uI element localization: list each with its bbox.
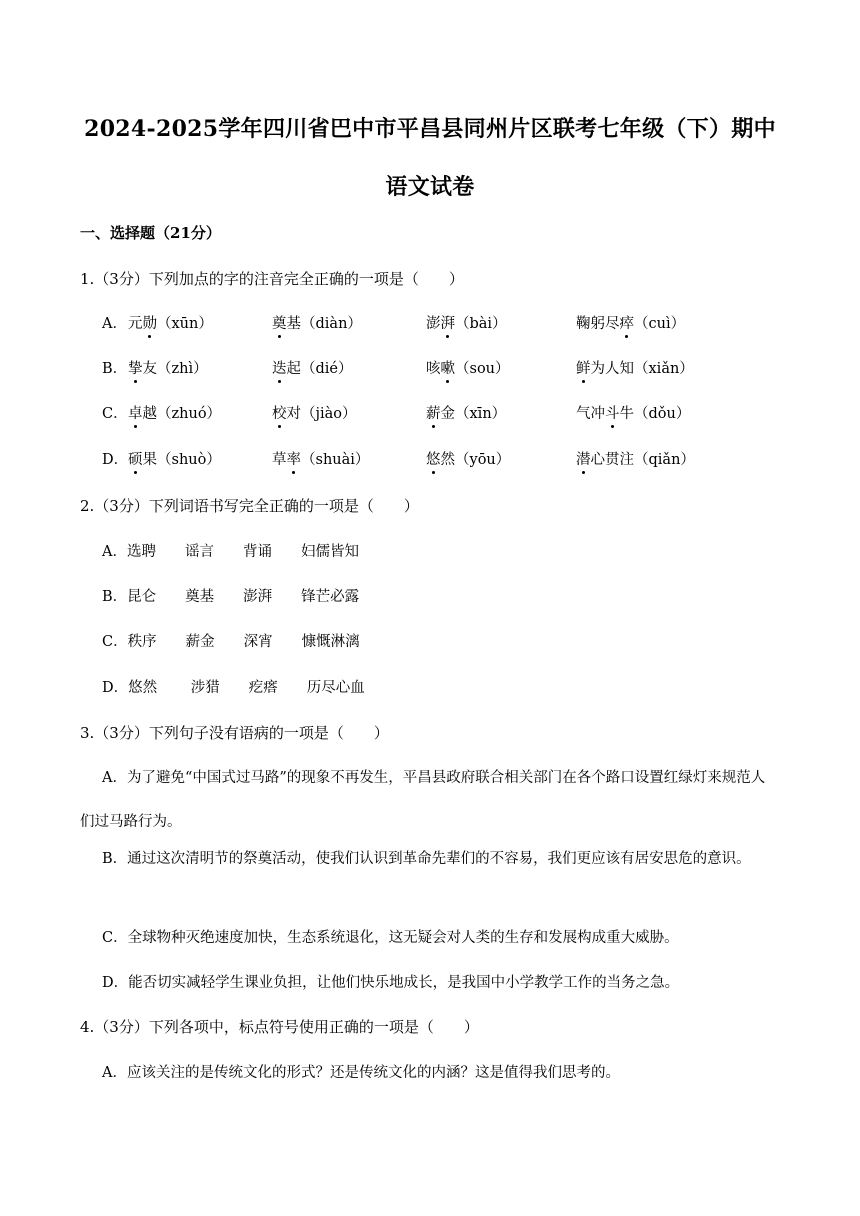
emphasized-char: 卓 xyxy=(128,402,143,423)
question-3-option-b: B．通过这次清明节的祭奠活动，使我们认识到革命先辈们的不容易，我们更应该有居安思危的意识。 xyxy=(102,851,751,867)
question-4-stem: 4.（3分）下列各项中，标点符号使用正确的一项是（ ） xyxy=(80,1018,479,1036)
choice-text: 金 xyxy=(440,406,455,422)
question-2-option-d: D．悠然 涉猎 疙瘩 历尽心血 xyxy=(102,680,365,696)
choice-text: （xīn） xyxy=(455,406,507,422)
question-4-option-a: A．应该关注的是传统文化的形式？还是传统文化的内涵？这是值得我们思考的。 xyxy=(102,1065,620,1081)
emphasized-char: 率 xyxy=(287,448,302,469)
choice-text: 起 xyxy=(286,361,301,377)
choice-text: 鞠躬尽 xyxy=(576,316,620,332)
choice-text: 气冲 xyxy=(576,406,605,422)
question-1-choice xyxy=(272,448,369,469)
choice-text: （cuì） xyxy=(634,316,686,332)
emphasized-char: 薪 xyxy=(426,402,441,423)
choice-text: （shuò） xyxy=(157,452,221,468)
emphasized-char: 硕 xyxy=(128,448,143,469)
emphasized-char: 斗 xyxy=(605,402,620,423)
question-1-choice xyxy=(426,357,510,378)
question-2-option-a: A．选聘 谣言 背诵 妇儒皆知 xyxy=(102,544,359,560)
choice-text: 为人知 xyxy=(590,361,634,377)
question-1-choice xyxy=(128,448,221,469)
emphasized-char: 挚 xyxy=(128,357,143,378)
choice-text: （sou） xyxy=(455,361,510,377)
question-1-choice xyxy=(576,357,694,378)
question-1-choice xyxy=(576,312,685,333)
question-1-choice xyxy=(426,402,506,423)
choice-text: （dǒu） xyxy=(634,406,691,422)
choice-text: 心贯注 xyxy=(590,452,634,468)
choice-text: （bài） xyxy=(455,316,507,332)
choice-text: 澎 xyxy=(426,316,441,332)
choice-text: 牛 xyxy=(619,406,634,422)
question-3-option-c: C．全球物种灭绝速度加快，生态系统退化，这无疑会对人类的生存和发展构成重大威胁。 xyxy=(102,930,679,946)
question-2-stem: 2.（3分）下列词语书写完全正确的一项是（ ） xyxy=(80,497,419,515)
question-1-choice xyxy=(272,402,357,423)
emphasized-char: 校 xyxy=(272,402,287,423)
emphasized-char: 迭 xyxy=(272,357,287,378)
emphasized-char: 潜 xyxy=(576,448,591,469)
emphasized-char: 奠 xyxy=(272,312,287,333)
question-3-option-a: A．为了避免“中国式过马路”的现象不再发生，平昌县政府联合相关部门在各个路口设置红绿灯来规范人们过马路行为。 xyxy=(80,770,766,830)
question-1-choice xyxy=(272,312,362,333)
choice-text: 基 xyxy=(286,316,301,332)
choice-text: （jiào） xyxy=(301,406,357,422)
question-1-choice xyxy=(426,312,507,333)
title-line-2: 语文试卷 xyxy=(385,174,475,200)
question-1-stem: 1.（3分）下列加点的字的注音完全正确的一项是（ ） xyxy=(80,270,464,288)
question-1-choice xyxy=(576,448,695,469)
question-1-choice xyxy=(128,312,213,333)
emphasized-char: 鲜 xyxy=(576,357,591,378)
question-1-choice xyxy=(128,357,208,378)
question-1-choice xyxy=(576,402,690,423)
emphasized-char: 悠 xyxy=(426,448,441,469)
choice-text: （shuài） xyxy=(301,452,370,468)
choice-text: 草 xyxy=(272,452,287,468)
choice-text: 对 xyxy=(286,406,301,422)
choice-text: （zhuó） xyxy=(157,406,222,422)
question-2-option-c: C．秩序 薪金 深宵 慷慨淋漓 xyxy=(102,634,360,650)
question-3-stem: 3.（3分）下列句子没有语病的一项是（ ） xyxy=(80,724,389,742)
choice-text: （xiǎn） xyxy=(634,361,694,377)
section-heading: 一、选择题（21分） xyxy=(80,224,221,242)
emphasized-char: 湃 xyxy=(441,312,456,333)
choice-text: （qiǎn） xyxy=(634,452,695,468)
question-1-option-label: A． xyxy=(102,316,127,332)
choice-text: （diàn） xyxy=(301,316,362,332)
choice-text: （zhì） xyxy=(157,361,208,377)
choice-text: 越 xyxy=(142,406,157,422)
question-2-option-b: B．昆仑 奠基 澎湃 锋芒必露 xyxy=(102,589,360,605)
choice-text: 然 xyxy=(440,452,455,468)
choice-text: （yōu） xyxy=(455,452,511,468)
emphasized-char: 瘁 xyxy=(620,312,635,333)
choice-text: 友 xyxy=(142,361,157,377)
title-line-1: 2024-2025学年四川省巴中市平昌县同州片区联考七年级（下）期中 xyxy=(84,116,776,142)
question-3-option-d: D．能否切实减轻学生课业负担，让他们快乐地成长，是我国中小学教学工作的当务之急。 xyxy=(102,975,680,991)
question-1-choice xyxy=(272,357,353,378)
choice-text: （dié） xyxy=(301,361,353,377)
question-1-option-label: C． xyxy=(102,406,128,422)
question-1-choice xyxy=(128,402,221,423)
question-1-option-label: B． xyxy=(102,361,128,377)
emphasized-char: 嗽 xyxy=(441,357,456,378)
emphasized-char: 勋 xyxy=(143,312,158,333)
question-1-option-label: D． xyxy=(102,452,129,468)
choice-text: （xūn） xyxy=(157,316,213,332)
choice-text: 元 xyxy=(128,316,143,332)
question-1-choice xyxy=(426,448,510,469)
choice-text: 果 xyxy=(142,452,157,468)
choice-text: 咳 xyxy=(426,361,441,377)
